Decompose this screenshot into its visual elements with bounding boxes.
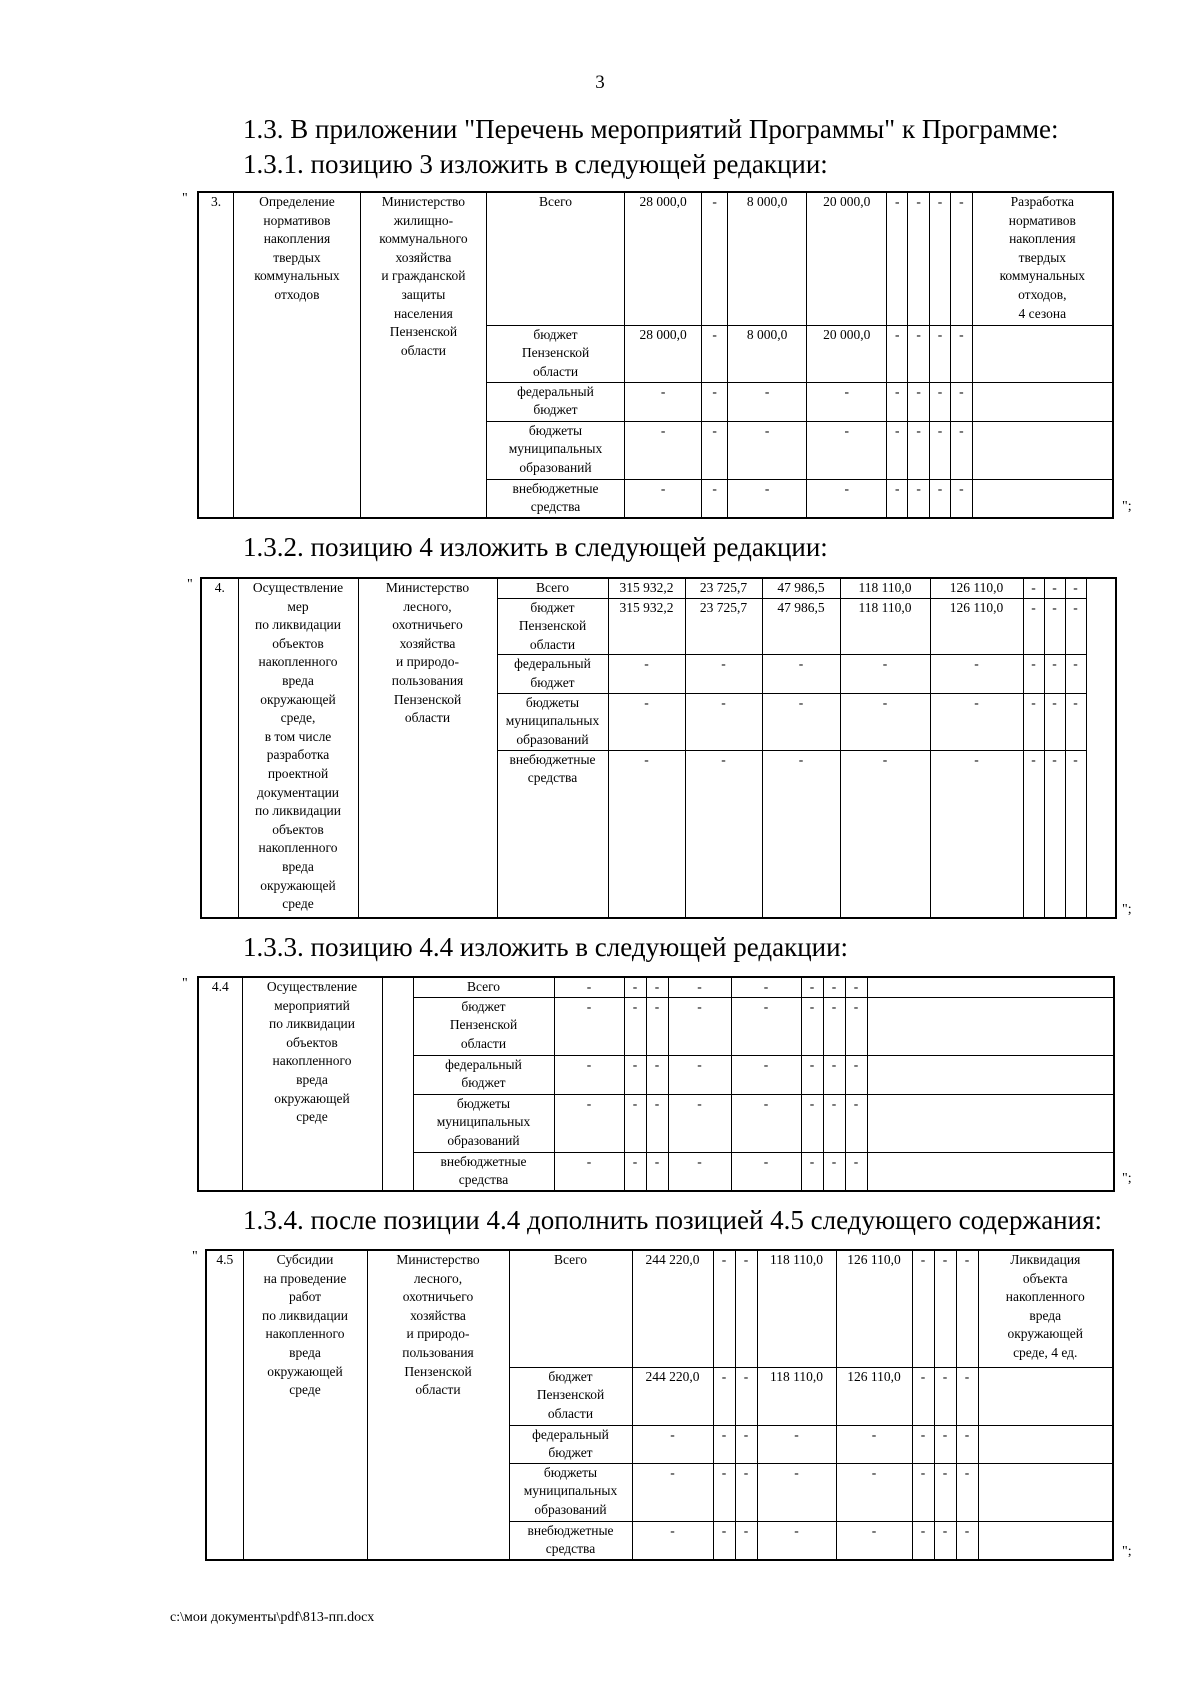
cell-value: - (624, 977, 646, 997)
cell-value: - (762, 693, 840, 750)
cell-value: - (713, 1250, 735, 1367)
cell-value: - (929, 421, 950, 479)
cell-value: - (554, 997, 624, 1055)
cell-source: внебюджетные средства (487, 479, 625, 518)
cell-result (972, 325, 1113, 382)
cell-value: - (1044, 578, 1065, 598)
footer-file-path: c:\мои документы\pdf\813-пп.docx (170, 1610, 375, 1625)
cell-value: - (807, 421, 887, 479)
cell-value: - (912, 1521, 934, 1560)
cell-value: - (840, 655, 930, 693)
cell-value: - (632, 1425, 713, 1463)
cell-value: - (624, 479, 702, 518)
cell-value: - (1044, 655, 1065, 693)
cell-value: - (1023, 750, 1044, 918)
cell-source: Всего (487, 192, 625, 325)
cell-value: - (1023, 693, 1044, 750)
cell-value: 118 110,0 (840, 578, 930, 598)
cell-value: - (727, 421, 807, 479)
cell-value: - (845, 977, 867, 997)
cell-value: - (930, 750, 1023, 918)
cell-value: - (1044, 750, 1065, 918)
cell-result (867, 997, 1114, 1055)
cell-value: - (930, 655, 1023, 693)
cell-value: - (801, 1152, 823, 1191)
cell-value: 47 986,5 (762, 598, 840, 655)
cell-value: - (735, 1250, 757, 1367)
cell-value: - (735, 1425, 757, 1463)
cell-value: - (554, 1094, 624, 1152)
cell-value: 244 220,0 (632, 1367, 713, 1425)
cell-value: - (887, 479, 908, 518)
cell-value: 118 110,0 (840, 598, 930, 655)
cell-value: 28 000,0 (624, 325, 702, 382)
cell-value: - (912, 1250, 934, 1367)
cell-value: - (757, 1521, 836, 1560)
cell-value: 20 000,0 (807, 192, 887, 325)
cell-source: внебюджетные средства (509, 1521, 632, 1560)
cell-value: - (934, 1463, 956, 1521)
cell-value: - (930, 693, 1023, 750)
cell-value: - (801, 1055, 823, 1094)
cell-value: - (807, 479, 887, 518)
cell-name: Осуществление мер по ликвидации объектов накопленного вреда окружающей среде, в том числе разработка проектной документации по ликвидации объектов накопленного вреда окружающей среде (238, 578, 358, 918)
heading-main: 1.3. В приложении "Перечень мероприятий Программы" к Программе: (243, 114, 1059, 144)
quote-close: "; (1122, 499, 1132, 514)
cell-value: - (1023, 655, 1044, 693)
cell-value: - (646, 997, 668, 1055)
cell-executor: Министерство лесного, охотничьего хозяйства и природо- пользования Пензенской области (358, 578, 497, 918)
cell-result (867, 977, 1114, 997)
page-number: 3 (595, 72, 605, 93)
cell-value: - (912, 1367, 934, 1425)
cell-value: - (934, 1250, 956, 1367)
cell-source: федеральный бюджет (509, 1425, 632, 1463)
cell-value: 126 110,0 (836, 1367, 912, 1425)
cell-source: бюджет Пензенской области (413, 997, 554, 1055)
cell-value: - (762, 750, 840, 918)
cell-value: - (702, 382, 728, 421)
cell-num: 3. (198, 192, 234, 518)
cell-source: бюджеты муниципальных образований (487, 421, 625, 479)
cell-value: - (668, 1055, 731, 1094)
cell-value: - (554, 1055, 624, 1094)
cell-value: - (685, 693, 762, 750)
cell-value: - (840, 750, 930, 918)
cell-value: - (668, 997, 731, 1055)
heading-1-3-4: 1.3.4. после позиции 4.4 дополнить позицией 4.5 следующего содержания: (243, 1205, 1102, 1235)
cell-value: - (646, 1094, 668, 1152)
cell-value: - (762, 655, 840, 693)
cell-num: 4.5 (206, 1250, 243, 1560)
cell-source: федеральный бюджет (487, 382, 625, 421)
cell-value: 8 000,0 (727, 325, 807, 382)
cell-executor: Министерство лесного, охотничьего хозяйства и природо- пользования Пензенской области (367, 1250, 509, 1560)
cell-value: - (908, 479, 929, 518)
cell-value: - (840, 693, 930, 750)
cell-value: - (951, 192, 972, 325)
cell-source: Всего (413, 977, 554, 997)
cell-result (972, 421, 1113, 479)
cell-value: - (951, 421, 972, 479)
cell-value: - (624, 997, 646, 1055)
cell-value: - (801, 1094, 823, 1152)
cell-value: 126 110,0 (930, 598, 1023, 655)
cell-value: - (887, 325, 908, 382)
cell-value: - (624, 421, 702, 479)
cell-executor: Министерство жилищно- коммунального хозяйства и гражданской защиты населения Пензенской области (360, 192, 486, 518)
cell-value: - (554, 1152, 624, 1191)
cell-value: - (731, 1094, 801, 1152)
cell-value: 28 000,0 (624, 192, 702, 325)
cell-value: - (646, 1152, 668, 1191)
cell-value: 118 110,0 (757, 1367, 836, 1425)
cell-value: - (713, 1367, 735, 1425)
cell-value: 20 000,0 (807, 325, 887, 382)
cell-value: - (702, 325, 728, 382)
cell-value: - (912, 1425, 934, 1463)
cell-value: - (887, 192, 908, 325)
table-position-3 (197, 191, 1114, 519)
cell-value: - (823, 1152, 845, 1191)
cell-value: 244 220,0 (632, 1250, 713, 1367)
cell-value: - (908, 192, 929, 325)
cell-value: - (668, 1152, 731, 1191)
cell-value: - (668, 977, 731, 997)
cell-value: - (624, 382, 702, 421)
cell-value: - (713, 1463, 735, 1521)
cell-value: - (1023, 598, 1044, 655)
cell-value: - (951, 325, 972, 382)
cell-value: - (951, 382, 972, 421)
cell-value: - (801, 977, 823, 997)
cell-value: - (908, 325, 929, 382)
cell-value: - (956, 1463, 978, 1521)
cell-source: бюджеты муниципальных образований (413, 1094, 554, 1152)
cell-source: Всего (497, 578, 608, 598)
cell-result: Разработка нормативов накопления твердых коммунальных отходов, 4 сезона (972, 192, 1113, 325)
cell-value: - (702, 421, 728, 479)
cell-value: - (845, 1152, 867, 1191)
cell-value: - (845, 1055, 867, 1094)
cell-value: - (956, 1425, 978, 1463)
cell-value: - (731, 1055, 801, 1094)
cell-value: - (836, 1463, 912, 1521)
cell-value: - (608, 693, 685, 750)
cell-source: бюджеты муниципальных образований (509, 1463, 632, 1521)
cell-source: бюджет Пензенской области (487, 325, 625, 382)
cell-value: - (1023, 578, 1044, 598)
quote-open: " (182, 191, 188, 206)
cell-source: федеральный бюджет (413, 1055, 554, 1094)
cell-value: - (1065, 693, 1086, 750)
cell-value: 23 725,7 (685, 598, 762, 655)
cell-source: бюджет Пензенской области (509, 1367, 632, 1425)
cell-value: - (685, 750, 762, 918)
cell-value: - (836, 1425, 912, 1463)
cell-value: - (934, 1521, 956, 1560)
cell-result (978, 1521, 1113, 1560)
heading-1-3-1: 1.3.1. позицию 3 изложить в следующей редакции: (243, 149, 828, 179)
cell-value: - (934, 1425, 956, 1463)
table-position-4-5 (205, 1249, 1114, 1561)
cell-value: 315 932,2 (608, 578, 685, 598)
cell-value: - (713, 1425, 735, 1463)
quote-open: " (187, 577, 193, 592)
cell-result (978, 1425, 1113, 1463)
cell-value: 126 110,0 (930, 578, 1023, 598)
cell-value: - (646, 1055, 668, 1094)
cell-name: Осуществление мероприятий по ликвидации объектов накопленного вреда окружающей среде (242, 977, 382, 1191)
cell-result (867, 1152, 1114, 1191)
cell-value: - (632, 1521, 713, 1560)
cell-value: - (823, 977, 845, 997)
cell-source: бюджеты муниципальных образований (497, 693, 608, 750)
cell-value: - (735, 1463, 757, 1521)
cell-value: - (912, 1463, 934, 1521)
cell-value: - (702, 479, 728, 518)
cell-executor (382, 977, 413, 1191)
cell-value: - (731, 977, 801, 997)
cell-value: - (731, 997, 801, 1055)
cell-result (867, 1094, 1114, 1152)
cell-value: - (713, 1521, 735, 1560)
cell-value: - (554, 977, 624, 997)
cell-value: - (929, 325, 950, 382)
cell-value: - (685, 655, 762, 693)
quote-close: "; (1122, 1544, 1132, 1559)
cell-value: 47 986,5 (762, 578, 840, 598)
heading-1-3-3: 1.3.3. позицию 4.4 изложить в следующей редакции: (243, 932, 849, 962)
cell-value: - (624, 1094, 646, 1152)
cell-value: - (801, 997, 823, 1055)
cell-value: - (668, 1094, 731, 1152)
cell-value: - (757, 1425, 836, 1463)
cell-value: - (1044, 598, 1065, 655)
quote-close: "; (1122, 1171, 1132, 1186)
cell-value: - (908, 421, 929, 479)
cell-name: Определение нормативов накопления твердых коммунальных отходов (234, 192, 360, 518)
cell-value: - (956, 1367, 978, 1425)
cell-value: - (929, 382, 950, 421)
cell-value: - (727, 479, 807, 518)
cell-value: - (608, 655, 685, 693)
heading-1-3-2: 1.3.2. позицию 4 изложить в следующей редакции: (243, 532, 828, 562)
cell-value: - (1065, 750, 1086, 918)
cell-value: - (934, 1367, 956, 1425)
cell-value: 315 932,2 (608, 598, 685, 655)
cell-value: - (887, 382, 908, 421)
cell-value: - (757, 1463, 836, 1521)
cell-result (972, 382, 1113, 421)
cell-source: внебюджетные средства (413, 1152, 554, 1191)
cell-value: 118 110,0 (757, 1250, 836, 1367)
cell-value: - (735, 1367, 757, 1425)
cell-result: Ликвидация объекта накопленного вреда окружающей среде, 4 ед. (978, 1250, 1113, 1367)
cell-result (978, 1463, 1113, 1521)
cell-value: - (823, 1055, 845, 1094)
cell-value: - (1065, 598, 1086, 655)
cell-value: - (702, 192, 728, 325)
cell-value: - (1065, 578, 1086, 598)
cell-value: - (1065, 655, 1086, 693)
cell-value: - (823, 997, 845, 1055)
cell-result (972, 479, 1113, 518)
cell-source: Всего (509, 1250, 632, 1367)
cell-value: - (646, 977, 668, 997)
cell-value: - (956, 1521, 978, 1560)
cell-value: - (632, 1463, 713, 1521)
cell-value: - (845, 997, 867, 1055)
cell-num: 4.4 (198, 977, 242, 1191)
quote-open: " (182, 976, 188, 991)
cell-value: - (956, 1250, 978, 1367)
cell-value: - (1044, 693, 1065, 750)
cell-value: - (608, 750, 685, 918)
cell-value: - (731, 1152, 801, 1191)
quote-close: "; (1122, 902, 1132, 917)
cell-value: - (929, 192, 950, 325)
cell-value: - (807, 382, 887, 421)
cell-value: 126 110,0 (836, 1250, 912, 1367)
cell-value: - (624, 1055, 646, 1094)
cell-name: Субсидии на проведение работ по ликвидации накопленного вреда окружающей среде (243, 1250, 367, 1560)
table-position-4-4 (197, 976, 1115, 1192)
cell-value: - (929, 479, 950, 518)
cell-source: федеральный бюджет (497, 655, 608, 693)
cell-result (867, 1055, 1114, 1094)
cell-value: - (836, 1521, 912, 1560)
cell-value: - (727, 382, 807, 421)
cell-result (978, 1367, 1113, 1425)
quote-open: " (192, 1249, 198, 1264)
cell-value: - (624, 1152, 646, 1191)
cell-value: - (845, 1094, 867, 1152)
cell-value: - (951, 479, 972, 518)
cell-num: 4. (201, 578, 238, 918)
table-position-4 (200, 577, 1117, 919)
cell-value: - (887, 421, 908, 479)
cell-source: бюджет Пензенской области (497, 598, 608, 655)
cell-source: внебюджетные средства (497, 750, 608, 918)
cell-value: 8 000,0 (727, 192, 807, 325)
cell-value: - (908, 382, 929, 421)
cell-value: 23 725,7 (685, 578, 762, 598)
cell-value: - (735, 1521, 757, 1560)
cell-result (1086, 578, 1116, 918)
cell-value: - (823, 1094, 845, 1152)
